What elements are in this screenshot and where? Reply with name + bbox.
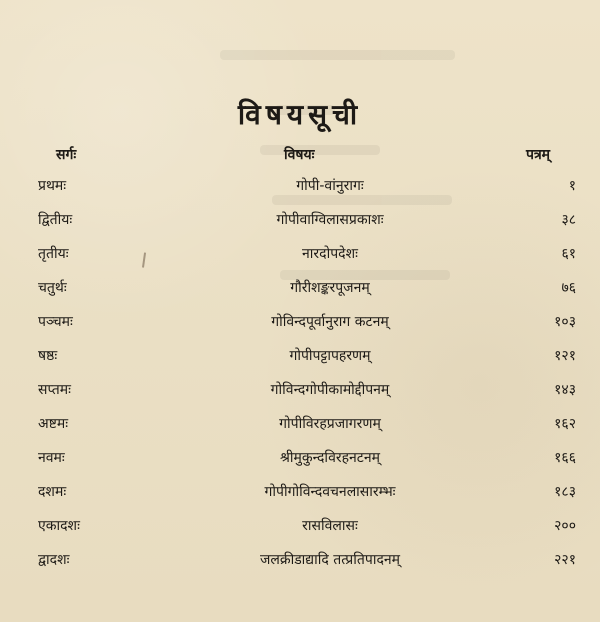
vishaya-cell: गोपीगोविन्दवचनलासारम्भः (264, 484, 396, 500)
header-patram: पत्रम् (526, 147, 551, 163)
vishaya-cell: नारदोपदेशः (302, 246, 358, 262)
vishaya-cell: गोपीवाग्विलासप्रकाशः (276, 212, 384, 228)
vishaya-cell: गोविन्दगोपीकामोद्दीपनम् (270, 382, 390, 398)
sarga-cell: प्रथमः (38, 178, 67, 194)
contents-row (0, 244, 600, 274)
vishaya-cell: गोविन्दपूर्वानुराग कटनम् (271, 314, 389, 330)
sarga-cell: द्वादशः (38, 552, 70, 568)
sarga-cell: नवमः (38, 450, 65, 466)
contents-row (0, 550, 600, 580)
contents-row (0, 448, 600, 478)
vishaya-cell: गोपीपट्टापहरणम् (289, 348, 371, 364)
page-number-cell: १२१ (554, 348, 576, 364)
sarga-cell: सप्तमः (38, 382, 71, 398)
page-title: विषयसूची (237, 98, 363, 131)
vishaya-cell: रासविलासः (302, 518, 358, 534)
contents-row (0, 176, 600, 206)
page-number-cell: ६१ (561, 246, 576, 262)
vishaya-cell: जलक्रीडाद्यादि तत्प्रतिपादनम् (259, 552, 401, 568)
contents-row (0, 346, 600, 376)
header-vishaya: विषयः (284, 147, 315, 163)
sarga-cell: तृतीयः (38, 246, 69, 262)
page-number-cell: २०० (554, 518, 576, 534)
page-number-cell: ३८ (561, 212, 576, 228)
page-number-cell: ७६ (561, 280, 576, 296)
vishaya-cell: गौरीशङ्करपूजनम् (290, 280, 370, 296)
contents-row (0, 312, 600, 342)
contents-row (0, 380, 600, 410)
sarga-cell: पञ्चमः (38, 314, 73, 330)
table-header (0, 145, 600, 169)
page-number-cell: १०३ (554, 314, 576, 330)
page-number-cell: १८३ (554, 484, 576, 500)
sarga-cell: दशमः (38, 484, 67, 500)
contents-row (0, 210, 600, 240)
page-number-cell: १६२ (554, 416, 576, 432)
page-number-cell: २२१ (554, 552, 576, 568)
sarga-cell: एकादशः (38, 518, 80, 534)
page-number-cell: १६६ (554, 450, 576, 466)
vishaya-cell: गोपीविरहप्रजागरणम् (279, 416, 381, 432)
contents-row (0, 482, 600, 512)
sarga-cell: चतुर्थः (38, 280, 67, 296)
page-number-cell: १४३ (554, 382, 576, 398)
vishaya-cell: श्रीमुकुन्दविरहनटनम् (280, 450, 380, 466)
sarga-cell: अष्टमः (38, 416, 69, 432)
sarga-cell: षष्ठः (38, 348, 58, 364)
vishaya-cell: गोपी-वांनुरागः (296, 178, 364, 194)
contents-row (0, 414, 600, 444)
sarga-cell: द्वितीयः (38, 212, 73, 228)
header-sarga: सर्गः (56, 147, 77, 163)
page-number-cell: १ (568, 178, 576, 194)
contents-row (0, 278, 600, 308)
contents-row (0, 516, 600, 546)
